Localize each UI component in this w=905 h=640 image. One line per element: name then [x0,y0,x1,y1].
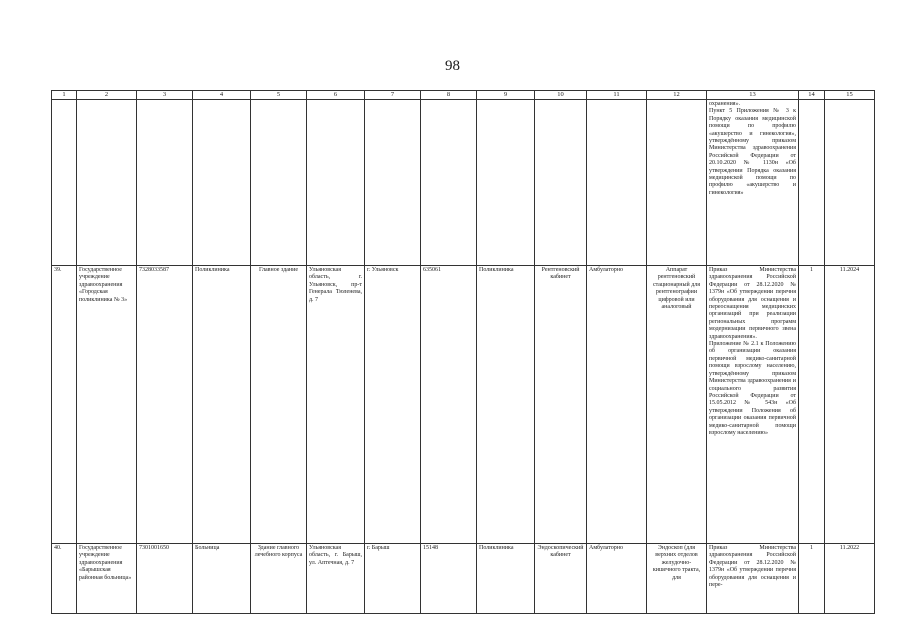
cell-date: 11.2024 [825,266,875,544]
cell-unit: Поликлиника [477,544,535,614]
cell-unit: Поликлиника [477,266,535,544]
cell-city [365,100,421,266]
cell-care-mode: Амбулаторно [587,544,647,614]
cell-legal-basis: Приказ Министерства здравоохранения Российской Федерации от 28.12.2020 № 1379н «Об утверждении перечня оборудования для оснащения и пере- [707,544,799,614]
cell-building: Главное здание [251,266,307,544]
table-row-continuation [52,100,875,266]
cell-address: Ульяновская область, г. Ульяновск, пр-т Генерала Тюленева, д. 7 [307,266,365,544]
table-row-40 [52,544,875,614]
column-number-row [52,91,875,100]
cell-inn: 7328033587 [137,266,193,544]
cell-organization: Государственное учреждение здравоохранения «Городская поликлиника № 3» [77,266,137,544]
regulation-table [51,90,875,614]
column-number: 12 [647,91,707,100]
cell-organization: Государственное учреждение здравоохранения «Барышская районная больница» [77,544,137,614]
column-number: 7 [365,91,421,100]
cell-index [52,100,77,266]
column-number: 11 [587,91,647,100]
cell-equipment: Аппарат рентгеновский стационарный для рентгенографии цифровой или аналоговый [647,266,707,544]
column-number: 15 [825,91,875,100]
cell-population: 635061 [421,266,477,544]
cell-unit [477,100,535,266]
cell-city: г. Барыш [365,544,421,614]
cell-facility-type: Поликлиника [193,266,251,544]
column-number: 10 [535,91,587,100]
column-number: 6 [307,91,365,100]
cell-building [251,100,307,266]
column-number: 4 [193,91,251,100]
cell-population: 15148 [421,544,477,614]
cell-inn [137,100,193,266]
cell-address: Ульяновская область, г. Барыш, ул. Аптечная, д. 7 [307,544,365,614]
column-number: 1 [52,91,77,100]
column-number: 5 [251,91,307,100]
cell-facility-type: Больница [193,544,251,614]
cell-date: 11.2022 [825,544,875,614]
column-number: 2 [77,91,137,100]
cell-legal-basis: охранения». Пункт 5 Приложения № 3 к Порядку оказания медицинской помощи по профилю «акушерство и гинекология», утверждённому приказом Министерства здравоохранения Российской Федерации от 20.10.2020 № 1130н «Об утверждении Порядка оказания медицинской помощи по профилю «акушерство и гинекология» [707,100,799,266]
cell-care-mode: Амбулаторно [587,266,647,544]
cell-room [535,100,587,266]
cell-index: 39. [52,266,77,544]
cell-index: 40. [52,544,77,614]
cell-organization [77,100,137,266]
cell-facility-type [193,100,251,266]
cell-population [421,100,477,266]
cell-equipment: Эндоскоп (для верхних отделов желудочно-кишечного тракта, для [647,544,707,614]
column-number: 9 [477,91,535,100]
cell-city: г. Ульяновск [365,266,421,544]
cell-quantity [799,100,825,266]
cell-room: Эндоскопический кабинет [535,544,587,614]
cell-equipment [647,100,707,266]
cell-care-mode [587,100,647,266]
cell-address [307,100,365,266]
table-row-39 [52,266,875,544]
cell-date [825,100,875,266]
cell-legal-basis: Приказ Министерства здравоохранения Российской Федерации от 28.12.2020 № 1379н «Об утверждении перечня оборудования для оснащения и переоснащения медицинских организаций при реализации региональных программ модернизации первичного звена здравоохранения». Приложение № 2.1 к Положению об организации оказания первичной медико-санитарной помощи взрослому населению, утверждённому приказом Министерства здравоохранения и социального развития Российской Федерации от 15.05.2012 № 543н «Об утверждении Положения об организации оказания первичной медико-санитарной помощи взрослому населению» [707,266,799,544]
column-number: 8 [421,91,477,100]
cell-building: Здание главного лечебного корпуса [251,544,307,614]
column-number: 14 [799,91,825,100]
cell-room: Рентгеновский кабинет [535,266,587,544]
cell-quantity: 1 [799,544,825,614]
cell-quantity: 1 [799,266,825,544]
column-number: 13 [707,91,799,100]
column-number: 3 [137,91,193,100]
page-number: 98 [445,58,460,74]
cell-inn: 7301001650 [137,544,193,614]
